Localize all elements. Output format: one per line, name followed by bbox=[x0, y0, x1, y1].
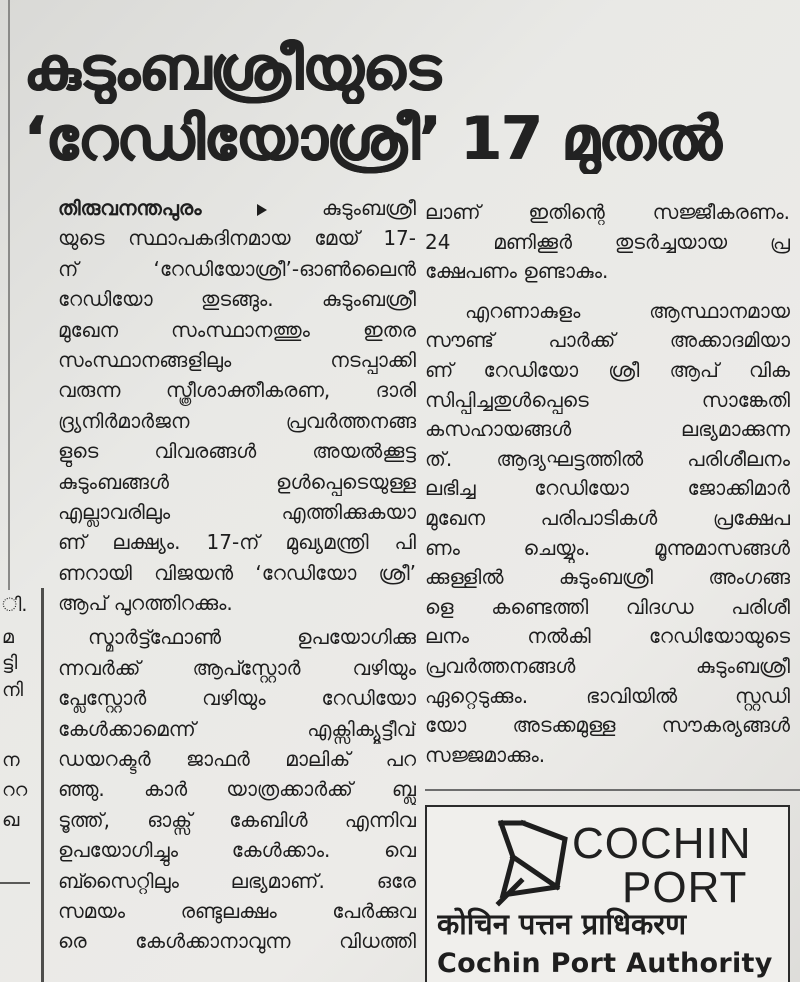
text-line: ഞ്ഞു. കാർ യാത്രക്കാർക്ക് ബ്ലൂ bbox=[58, 777, 416, 802]
article-column-1 bbox=[58, 193, 416, 973]
authority-name-hindi: कोचिन पत्तन प्राधिकरण bbox=[437, 907, 687, 941]
text-line: റേഡിയോ തുടങ്ങും. കുടുംബശ്രീ bbox=[58, 287, 416, 312]
authority-name-english: Cochin Port Authority bbox=[437, 948, 773, 979]
headline-line-2: ‘റേഡിയോശ്രീ’ 17 മുതൽ bbox=[24, 104, 721, 174]
text-line: പ്ലേസ്റ്റോർ വഴിയും റേഡിയോ bbox=[58, 686, 416, 711]
text-line: ണ് ലക്ഷ്യം. 17-ന് മുഖ്യമന്ത്രി പി bbox=[58, 530, 416, 555]
text-line: ലനം നൽകി റേഡിയോയുടെ bbox=[425, 624, 790, 649]
dateline-line bbox=[58, 193, 416, 223]
text-line: ആപ് പുറത്തിറക്കും. bbox=[58, 591, 233, 616]
text-line: കുടുംബങ്ങൾ ഉൾപ്പെടെയുള്ള bbox=[58, 469, 416, 494]
text-line: ഡയറക്ടർ ജാഫർ മാലിക് പറ bbox=[58, 747, 416, 772]
adjacent-column-fragment: ി. bbox=[2, 594, 28, 616]
lead-text: കുടുംബശ്രീ bbox=[321, 196, 416, 220]
adjacent-column-fragment: ററ bbox=[2, 779, 28, 801]
dateline: തിരുവനന്തപുരം bbox=[58, 196, 202, 220]
cochin-port-advertisement bbox=[425, 805, 790, 982]
text-line: ഏറ്റെടുക്കും. ഭാവിയിൽ സ്റ്റുഡി bbox=[425, 683, 790, 708]
article-column-2 bbox=[425, 198, 790, 778]
paragraph bbox=[58, 193, 416, 618]
cochin-port-logo-icon bbox=[493, 815, 573, 910]
column-rule-left-top bbox=[8, 0, 10, 590]
text-line: കസഹായങ്ങൾ ലഭ്യമാക്കുന്ന bbox=[425, 417, 790, 442]
adjacent-column-fragment: ട്ടി bbox=[2, 652, 18, 674]
adjacent-column-fragment: നി bbox=[2, 679, 23, 701]
text-line: ണം ചെയ്യും. മൂന്നുമാസങ്ങൾ bbox=[425, 535, 790, 560]
text-line: ദ്ര്യനിർമാർജന പ്രവർത്തനങ്ങ bbox=[58, 408, 416, 433]
text-line: ലഭിച്ച റേഡിയോ ജോക്കിമാർ bbox=[425, 476, 790, 501]
text-line: സിപ്പിച്ചതുൾപ്പെടെ സാങ്കേതി bbox=[425, 387, 790, 412]
text-line: സമയം രണ്ടുലക്ഷം പേർക്കുവ bbox=[58, 898, 416, 923]
text-line: ക്ഷേപണം ഉണ്ടാകും. bbox=[425, 259, 609, 284]
text-line: ബ്സൈറ്റിലും ലഭ്യമാണ്. ഒരേ bbox=[58, 868, 416, 893]
text-line: ണ് റേഡിയോ ശ്രീ ആപ് വിക bbox=[425, 357, 790, 382]
logo-wordmark-port: PORT bbox=[622, 863, 748, 912]
adjacent-column-fragment: ഖ bbox=[2, 809, 20, 831]
logo-wordmark-cochin: COCHIN bbox=[572, 819, 752, 868]
text-line: പ്രവർത്തനങ്ങൾ കുടുംബശ്രീ bbox=[425, 653, 790, 678]
paragraph bbox=[425, 198, 790, 287]
text-line: സൗണ്ട് പാർക്ക് അക്കാദമിയാ bbox=[425, 328, 790, 353]
text-line: 24 മണിക്കൂർ തുടർച്ചയായ പ്ര bbox=[425, 229, 790, 254]
text-line: ളുടെ വിവരങ്ങൾ അയൽക്കൂട്ട bbox=[58, 439, 416, 464]
text-line: സജ്ജമാക്കും. bbox=[425, 742, 546, 767]
paragraph bbox=[58, 622, 416, 956]
text-line: ന്നവർക്ക് ആപ്സ്റ്റോർ വഴിയും bbox=[58, 655, 416, 680]
text-line: യുടെ സ്ഥാപകദിനമായ മേയ് 17- bbox=[58, 226, 416, 251]
text-line: ലാണ് ഇതിന്റെ സജ്ജീകരണം. bbox=[425, 200, 790, 224]
text-line: എറണാകുളം ആസ്ഥാനമായ bbox=[465, 298, 790, 323]
text-line: ണറായി വിജയൻ ‘റേഡിയോ ശ്രീ’ bbox=[58, 560, 416, 585]
column-rule-left-bottom bbox=[41, 588, 44, 982]
text-line: ടൂത്ത്, ഓക്സ് കേബിൾ എന്നിവ bbox=[58, 807, 416, 832]
text-line: ക്കുള്ളിൽ കുടുംബശ്രീ അംഗങ്ങ bbox=[425, 565, 790, 590]
headline-line-1: കുടുംബശ്രീയുടെ bbox=[24, 34, 440, 104]
text-line: മുഖേന സംസ്ഥാനത്തും ഇതര bbox=[58, 317, 416, 342]
text-line: സംസ്ഥാനങ്ങളിലും നടപ്പാക്കി bbox=[58, 347, 416, 372]
text-line: വരുന്ന സ്ത്രീശാക്തീകരണ, ദാരി bbox=[58, 378, 416, 403]
text-line: ത്. ആദ്യഘട്ടത്തിൽ പരിശീലനം bbox=[425, 446, 790, 471]
text-line: മുഖേന പരിപാടികൾ പ്രക്ഷേപ bbox=[425, 505, 790, 530]
text-line: രെ കേൾക്കാനാവുന്ന വിധത്തി bbox=[58, 929, 416, 954]
text-line: ളെ കണ്ടെത്തി വിദഗ്ധ പരിശീ bbox=[425, 594, 790, 619]
headline bbox=[24, 34, 790, 174]
text-line: എല്ലാവരിലും എത്തിക്കുകയാ bbox=[58, 499, 416, 524]
triangle-right-icon bbox=[257, 204, 267, 216]
adjacent-column-fragment: മ bbox=[2, 626, 14, 648]
text-line: യോ അടക്കമുള്ള സൗകര്യങ്ങൾ bbox=[425, 713, 790, 738]
adjacent-column-rule bbox=[0, 882, 30, 884]
adjacent-column-fragment: ന bbox=[2, 749, 20, 771]
advertisement-divider bbox=[425, 789, 800, 791]
text-line: ഉപയോഗിച്ചും കേൾക്കാം. വെ bbox=[58, 838, 416, 863]
text-line: ന് ‘റേഡിയോശ്രീ’-ഓൺലൈൻ bbox=[58, 256, 416, 281]
text-line: സ്മാർട്ട്ഫോൺ ഉപയോഗിക്കു bbox=[88, 625, 416, 650]
text-line: കേൾക്കാമെന്ന് എക്സിക്യൂട്ടീവ് bbox=[58, 716, 416, 741]
paragraph bbox=[425, 297, 790, 771]
